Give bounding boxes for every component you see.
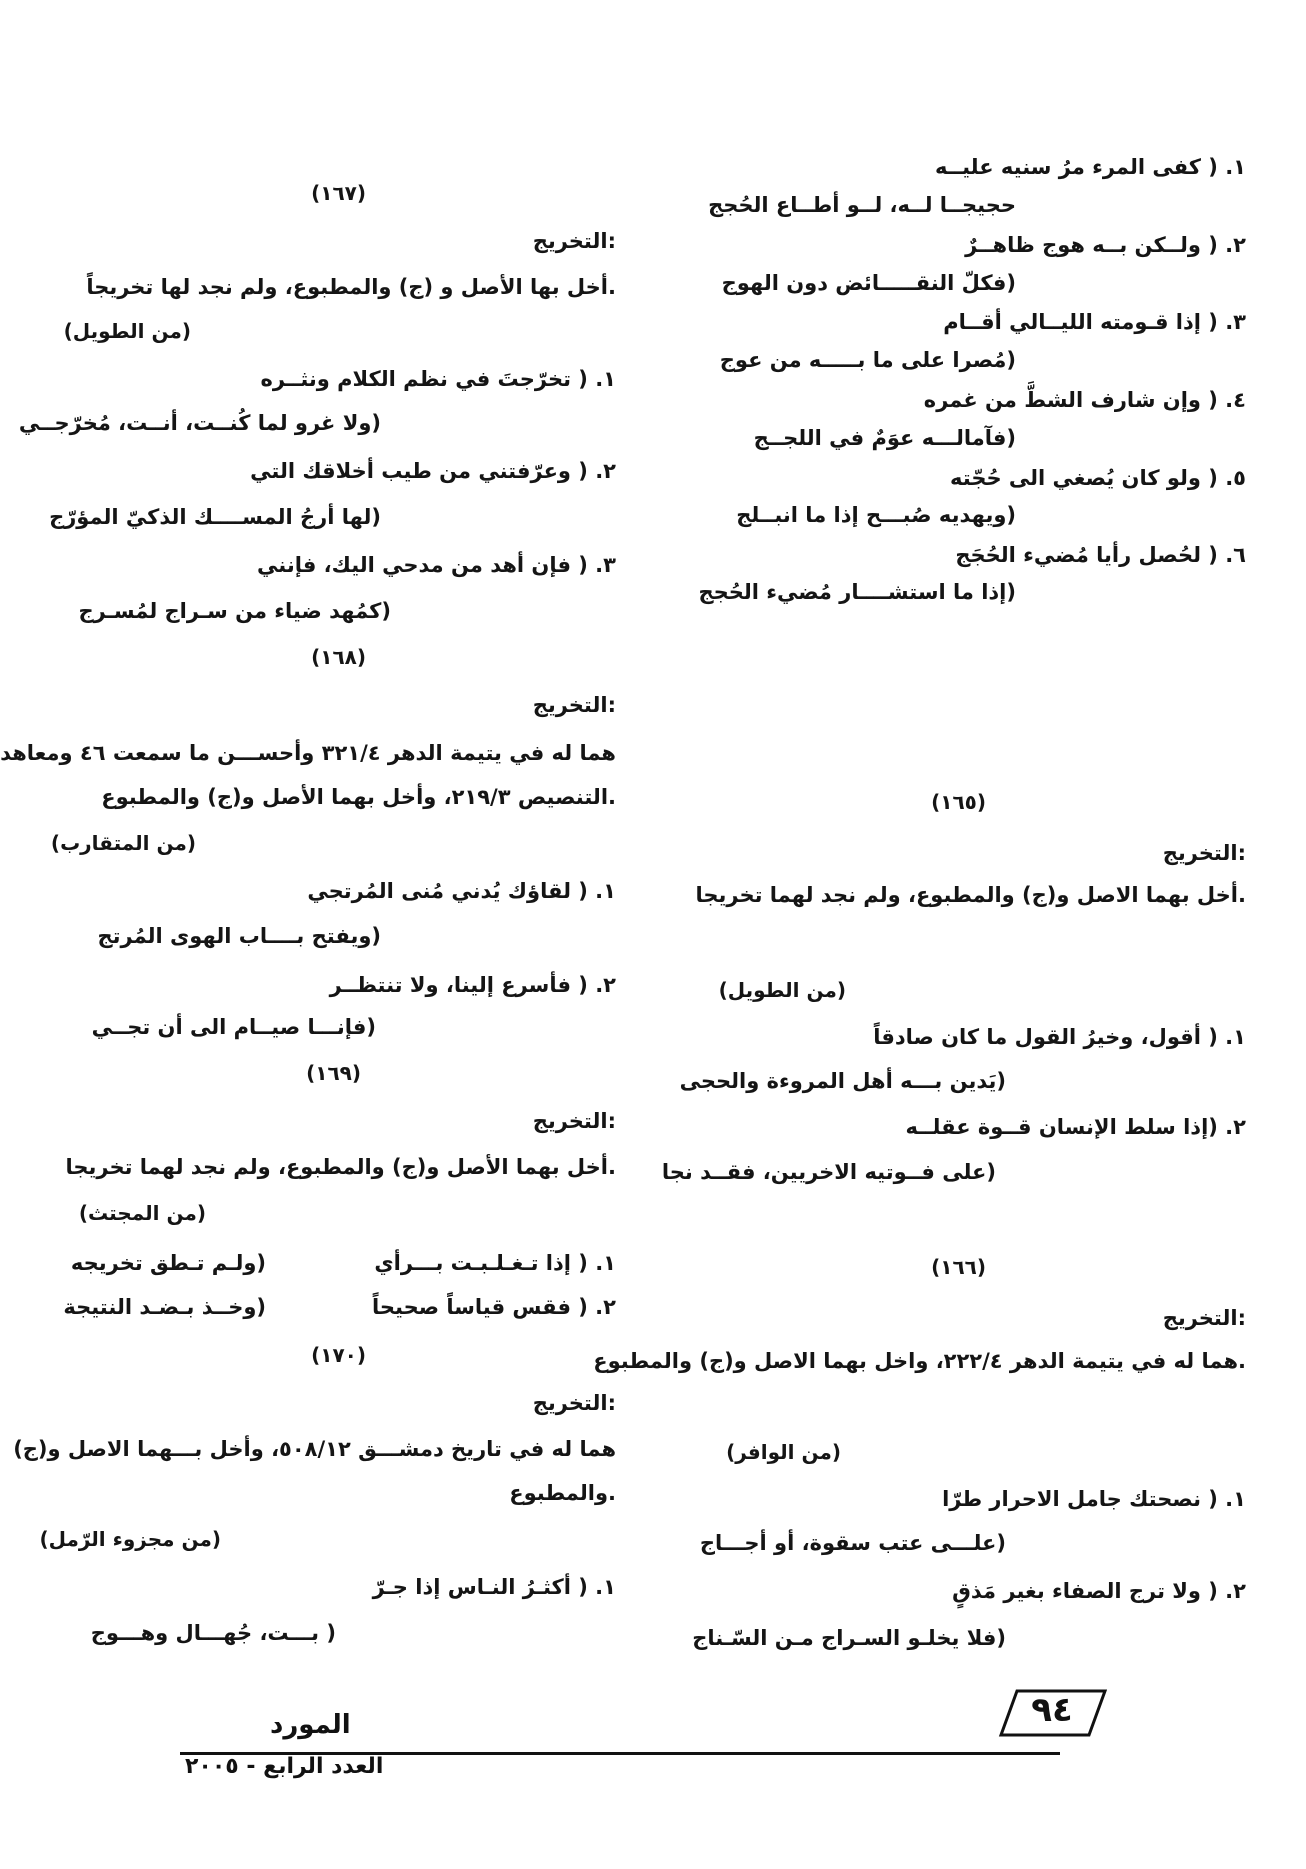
prose-line: أخل بهما الاصل و(ج) والمطبوع، ولم نجد لهما تخريجا. [695, 883, 1246, 907]
verse-line: ١. ( تخرّجتَ في نظم الكلام ونثــره [260, 367, 616, 391]
meter-label: (من المجتث) [78, 1201, 206, 1225]
meter-label: (من الوافر) [726, 1440, 841, 1464]
section-heading: التخريج: [532, 1391, 616, 1415]
meter-label: (من المتقارب) [50, 831, 196, 855]
verse-line: ٢. ( ولــكن بــه هوج ظاهــرٌ [965, 233, 1246, 257]
verse-line: فكلّ النقـــــائض دون الهوج) [721, 271, 1016, 295]
verse-line: ولـم تـطق تخريجه) [70, 1251, 266, 1275]
prose-line: هما له في يتيمة الدهر ٢٢٢/٤، واخل بهما الاصل و(ج) والمطبوع. [593, 1349, 1246, 1373]
verse-line: ويهديه صُبـــح إذا ما انبــلج) [736, 503, 1016, 527]
verse-line: مُصرا على ما بـــــه من عوج) [719, 348, 1016, 372]
poem-number: (١٦٧) [311, 181, 366, 205]
verse-line: بـــت، جُهـــال وهـــوج ) [90, 1621, 336, 1645]
section-heading: التخريج: [532, 693, 616, 717]
prose-line: أخل بهما الأصل و(ج) والمطبوع، ولم نجد لهما تخريجا. [65, 1155, 616, 1179]
verse-line: ٣. ( فإن أهد من مدحي اليك، فإنني [257, 553, 616, 577]
verse-line: ٥. ( ولو كان يُصغي الى حُجّته [950, 466, 1246, 490]
verse-line: ١. ( إذا تـغـلـبـت بـــرأي [374, 1251, 616, 1275]
verse-line: علـــى عتب سقوة، أو أجـــاج) [699, 1531, 1006, 1555]
verse-line: ١. ( أكثـرُ النـاس إذا جـرّ [372, 1575, 616, 1599]
verse-line: ١. ( لقاؤك يُدني مُنى المُرتجي [307, 879, 616, 903]
verse-line: ٢. ( فقس قياساً صحيحاً [372, 1295, 616, 1319]
prose-line: هما له في يتيمة الدهر ٣٢١/٤ وأحســـن ما سمعت ٤٦ ومعاهد [0, 741, 616, 765]
section-heading: التخريج: [532, 1109, 616, 1133]
verse-line: ٢. ( ولا ترج الصفاء بغير مَذقٍ [952, 1579, 1246, 1603]
section-heading: التخريج: [1162, 1306, 1246, 1330]
verse-line: ٢. ( وعرّفتني من طيب أخلاقك التي [250, 459, 616, 483]
prose-line: هما له في تاريخ دمشـــق ٥٠٨/١٢، وأخل بـــهما الاصل و(ج) [13, 1437, 616, 1461]
poem-number: (١٧٠) [311, 1343, 366, 1367]
verse-line: فآمالـــه عوَمٌ في اللجــج) [753, 426, 1016, 450]
verse-line: وخــذ بـضـد النتيجة) [63, 1295, 266, 1319]
prose-line: التنصيص ٢١٩/٣، وأخل بهما الأصل و(ج) والمطبوع. [101, 785, 616, 809]
verse-line: ٦. ( لحُصل رأيا مُضيء الحُجَج [955, 543, 1246, 567]
poem-number: (١٦٩) [306, 1061, 361, 1085]
meter-label: (من مجزوء الرّمل) [39, 1527, 221, 1551]
verse-line: فلا يخلـو السـراج مـن السّـناج) [692, 1626, 1006, 1650]
verse-line: يَدين بـــه أهل المروءة والحجى) [679, 1069, 1006, 1093]
verse-line: ١. ( نصحتك جامل الاحرار طرّا [942, 1487, 1246, 1511]
meter-label: (من الطويل) [718, 978, 846, 1002]
page-number: ٩٤ [1031, 1690, 1073, 1730]
verse-line: حجيجــا لــه، لــو أطــاع الحُجج [708, 193, 1016, 217]
verse-line: على فــوتيه الاخريين، فقــد نجا) [661, 1160, 996, 1184]
verse-line: ولا غرو لما كُنــت، أنــت، مُخرّجــي) [18, 411, 381, 435]
journal-title: المورد [270, 1710, 351, 1740]
verse-line: ويفتح بــــاب الهوى المُرتج) [97, 924, 381, 948]
verse-line: ١. ( أقول، وخيرُ القول ما كان صادقاً [873, 1025, 1246, 1049]
section-heading: التخريج: [532, 229, 616, 253]
prose-line: والمطبوع. [509, 1481, 616, 1505]
meter-label: (من الطويل) [63, 319, 191, 343]
verse-line: ١. ( كفى المرء مرُ سنيه عليــه [935, 155, 1246, 179]
issue-label: العدد الرابع - ٢٠٠٥ [185, 1754, 384, 1779]
verse-line: لها أرجُ المســــك الذكيّ المؤرّج) [49, 505, 381, 529]
prose-line: أخل بها الأصل و (ج) والمطبوع، ولم نجد لها تخريجاً. [86, 275, 616, 299]
verse-line: فإنـــا صيــام الى أن تجــي) [91, 1015, 376, 1039]
poem-number: (١٦٦) [931, 1255, 986, 1279]
verse-line: إذا ما استشــــار مُضيء الحُجج) [698, 580, 1016, 604]
poem-number: (١٦٥) [931, 790, 986, 814]
verse-line: ٣. ( إذا قـومته الليــالي أقــام [943, 310, 1246, 334]
verse-line: ٤. ( وإن شارف الشطَّ من غمره [923, 388, 1246, 412]
section-heading: التخريج: [1162, 841, 1246, 865]
poem-number: (١٦٨) [311, 645, 366, 669]
verse-line: ٢. ( فأسرع إلينا، ولا تنتظــر [329, 973, 616, 997]
verse-line: كمُهد ضياء من سـراج لمُسـرج) [78, 599, 391, 623]
verse-line: ٢. (إذا سلط الإنسان قــوة عقلــه [905, 1115, 1246, 1139]
